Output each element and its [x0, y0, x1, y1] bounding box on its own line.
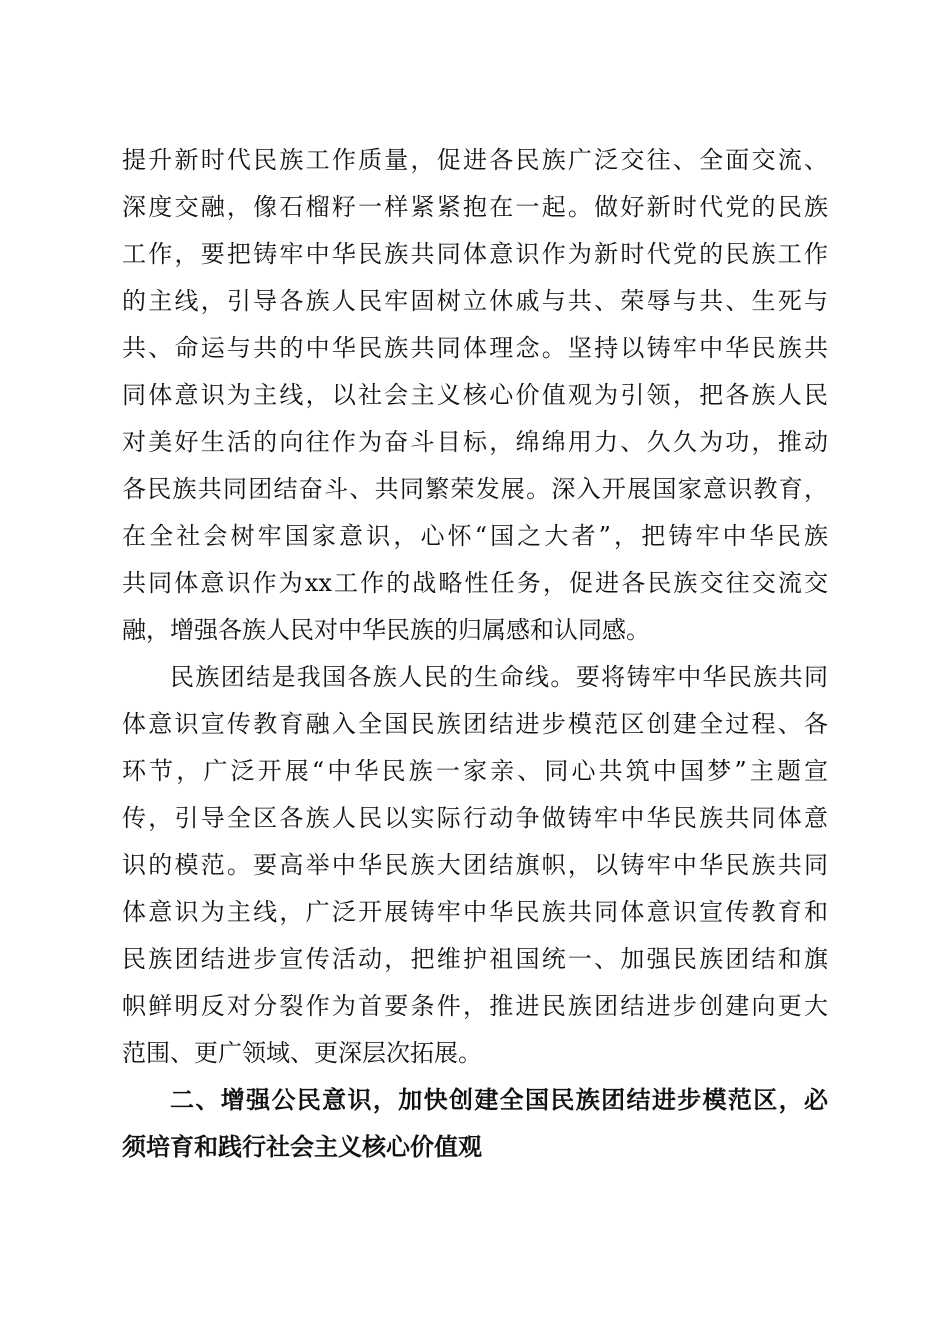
text-line: 对美好生活的向往作为奋斗目标，绵绵用力、久久为功，推动: [122, 428, 828, 456]
text-line: 环节，广泛开展“中华民族一家亲、同心共筑中国梦”主题宣: [122, 757, 828, 785]
text-line: 融，增强各族人民对中华民族的归属感和认同感。: [122, 616, 650, 644]
text-line: 民族团结进步宣传活动，把维护祖国统一、加强民族团结和旗: [122, 945, 828, 973]
text-line: 工作，要把铸牢中华民族共同体意识作为新时代党的民族工作: [122, 240, 828, 268]
text-line: 民族团结是我国各族人民的生命线。要将铸牢中华民族共同: [170, 663, 828, 691]
text-line: 的主线，引导各族人民牢固树立休戚与共、荣辱与共、生死与: [122, 287, 828, 315]
text-line: 共同体意识作为xx工作的战略性任务，促进各民族交往交流交: [122, 569, 828, 597]
heading-line: 二、增强公民意识，加快创建全国民族团结进步模范区，必: [170, 1086, 828, 1114]
text-line: 范围、更广领域、更深层次拓展。: [122, 1039, 482, 1067]
text-line: 帜鲜明反对分裂作为首要条件，推进民族团结进步创建向更大: [122, 992, 828, 1020]
text-line: 各民族共同团结奋斗、共同繁荣发展。深入开展国家意识教育，: [122, 475, 828, 503]
text-line: 体意识为主线，广泛开展铸牢中华民族共同体意识宣传教育和: [122, 898, 828, 926]
text-line: 共、命运与共的中华民族共同体理念。坚持以铸牢中华民族共: [122, 334, 828, 362]
text-line: 传，引导全区各族人民以实际行动争做铸牢中华民族共同体意: [122, 804, 828, 832]
text-line: 识的模范。要高举中华民族大团结旗帜，以铸牢中华民族共同: [122, 851, 828, 879]
text-line: 同体意识为主线，以社会主义核心价值观为引领，把各族人民: [122, 381, 828, 409]
text-line: 在全社会树牢国家意识，心怀“国之大者”，把铸牢中华民族: [122, 522, 828, 550]
text-line: 深度交融，像石榴籽一样紧紧抱在一起。做好新时代党的民族: [122, 193, 828, 221]
heading-line: 须培育和践行社会主义核心价值观: [122, 1133, 482, 1161]
text-line: 提升新时代民族工作质量，促进各民族广泛交往、全面交流、: [122, 146, 828, 174]
text-line: 体意识宣传教育融入全国民族团结进步模范区创建全过程、各: [122, 710, 828, 738]
